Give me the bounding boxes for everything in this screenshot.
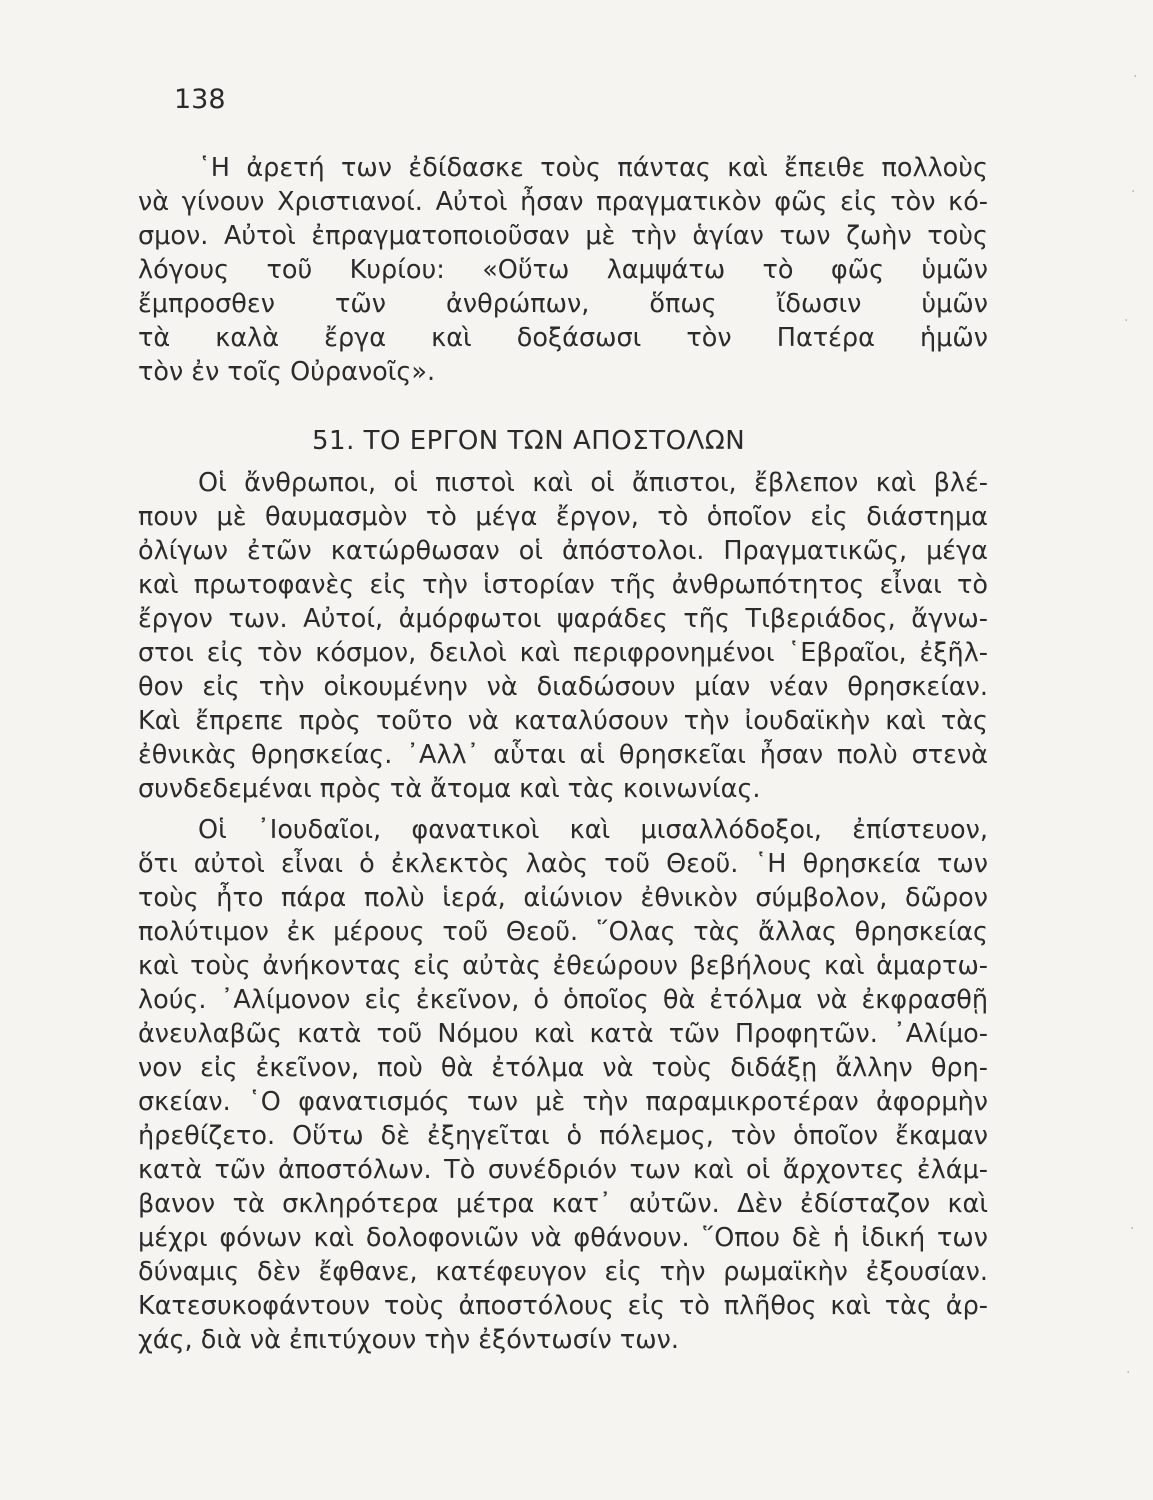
text-line: ῾Η ἀρετή των ἐδίδασκε τοὺς πάντας καὶ ἔπειθε πολλοὺς — [198, 153, 988, 183]
text-line: τοὺς ἦτο πάρα πολὺ ἱερά, αἰώνιον ἐθνικὸν σύμβολον, δῶρον — [138, 883, 988, 913]
text-line: πουν μὲ θαυμασμὸν τὸ μέγα ἔργον, τὸ ὁποῖον εἰς διάστημα — [138, 502, 988, 532]
text-line: νον εἰς ἐκεῖνον, ποὺ θὰ ἐτόλμα νὰ τοὺς διδάξῃ ἄλλην θρη- — [138, 1053, 988, 1083]
text-line: λόγους τοῦ Κυρίου: «Οὕτω λαμψάτω τὸ φῶς ὑμῶν — [138, 255, 988, 285]
scan-speck: · — [1133, 69, 1138, 85]
text-line: ἔργον των. Αὐτοί, ἀμόρφωτοι ψαράδες τῆς Τιβεριάδος, ἄγνω- — [138, 604, 988, 634]
text-line: ἐθνικὰς θρησκείας. ᾿Αλλ᾿ αὗται αἱ θρησκεῖαι ἦσαν πολὺ στενὰ — [138, 740, 988, 770]
text-line: Καὶ ἔπρεπε πρὸς τοῦτο νὰ καταλύσουν τὴν ἰουδαϊκὴν καὶ τὰς — [138, 706, 988, 736]
scan-speck: · — [1124, 313, 1129, 329]
text-line: νὰ γίνουν Χριστιανοί. Αὐτοὶ ἦσαν πραγματικὸν φῶς εἰς τὸν κό- — [138, 187, 988, 217]
text-line: Κατεσυκοφάντουν τοὺς ἀποστόλους εἰς τὸ πλῆθος καὶ τὰς ἀρ- — [138, 1291, 988, 1321]
text-line: δύναμις δὲν ἔφθανε, κατέφευγον εἰς τὴν ρωμαϊκὴν ἐξουσίαν. — [138, 1257, 988, 1287]
text-line: ὀλίγων ἐτῶν κατώρθωσαν οἱ ἀπόστολοι. Πραγματικῶς, μέγα — [138, 536, 988, 566]
section-heading: 51. ΤΟ ΕΡΓΟΝ ΤΩΝ ΑΠΟΣΤΟΛΩΝ — [312, 426, 746, 456]
scan-speck: · — [1131, 184, 1136, 200]
page-number: 138 — [174, 84, 226, 115]
text-line: Οἱ ᾿Ιουδαῖοι, φανατικοὶ καὶ μισαλλόδοξοι, ἐπίστευον, — [198, 815, 988, 845]
text-line: χάς, διὰ νὰ ἐπιτύχουν τὴν ἐξόντωσίν των. — [138, 1325, 679, 1355]
text-line: ὅτι αὐτοὶ εἶναι ὁ ἐκλεκτὸς λαὸς τοῦ Θεοῦ. ῾Η θρησκεία των — [138, 849, 988, 879]
text-line: ἠρεθίζετο. Οὕτω δὲ ἐξηγεῖται ὁ πόλεμος, τὸν ὁποῖον ἔκαμαν — [138, 1121, 988, 1151]
text-line: ἔμπροσθεν τῶν ἀνθρώπων, ὅπως ἴδωσιν ὑμῶν — [138, 289, 988, 319]
text-line: λούς. ᾿Αλίμονον εἰς ἐκεῖνον, ὁ ὁποῖος θὰ ἐτόλμα νὰ ἐκφρασθῇ — [138, 985, 988, 1015]
text-line: τὰ καλὰ ἔργα καὶ δοξάσωσι τὸν Πατέρα ἡμῶν — [138, 323, 988, 353]
text-line: ἀνευλαβῶς κατὰ τοῦ Νόμου καὶ κατὰ τῶν Προφητῶν. ᾿Αλίμο- — [138, 1019, 988, 1049]
text-line: καὶ τοὺς ἀνήκοντας εἰς αὐτὰς ἐθεώρουν βεβήλους καὶ ἁμαρτω- — [138, 951, 988, 981]
text-line: κατὰ τῶν ἀποστόλων. Τὸ συνέδριόν των καὶ οἱ ἄρχοντες ἐλάμ- — [138, 1155, 988, 1185]
text-line: σμον. Αὐτοὶ ἐπραγματοποιοῦσαν μὲ τὴν ἁγίαν των ζωὴν τοὺς — [138, 221, 988, 251]
text-line: βανον τὰ σκληρότερα μέτρα κατ᾿ αὐτῶν. Δὲν ἐδίσταζον καὶ — [138, 1189, 988, 1219]
text-line: τὸν ἐν τοῖς Οὐρανοῖς». — [138, 357, 436, 387]
text-line: σκείαν. ῾Ο φανατισμός των μὲ τὴν παραμικροτέραν ἀφορμὴν — [138, 1087, 988, 1117]
text-line: στοι εἰς τὸν κόσμον, δειλοὶ καὶ περιφρονημένοι ῾Εβραῖοι, ἐξῆλ- — [138, 638, 988, 668]
text-line: συνδεδεμέναι πρὸς τὰ ἄτομα καὶ τὰς κοινωνίας. — [138, 774, 761, 804]
scan-speck: · — [1126, 1365, 1131, 1381]
text-line: μέχρι φόνων καὶ δολοφονιῶν νὰ φθάνουν. ῞Οπου δὲ ἡ ἰδική των — [138, 1223, 988, 1253]
text-line: καὶ πρωτοφανὲς εἰς τὴν ἱστορίαν τῆς ἀνθρωπότητος εἶναι τὸ — [138, 570, 988, 600]
scan-speck: · — [1130, 1221, 1135, 1237]
text-line: θον εἰς τὴν οἰκουμένην νὰ διαδώσουν μίαν νέαν θρησκείαν. — [138, 672, 988, 702]
text-line: Οἱ ἄνθρωποι, οἱ πιστοὶ καὶ οἱ ἄπιστοι, ἔβλεπον καὶ βλέ- — [198, 468, 988, 498]
text-line: πολύτιμον ἐκ μέρους τοῦ Θεοῦ. ῞Ολας τὰς ἄλλας θρησκείας — [138, 917, 988, 947]
